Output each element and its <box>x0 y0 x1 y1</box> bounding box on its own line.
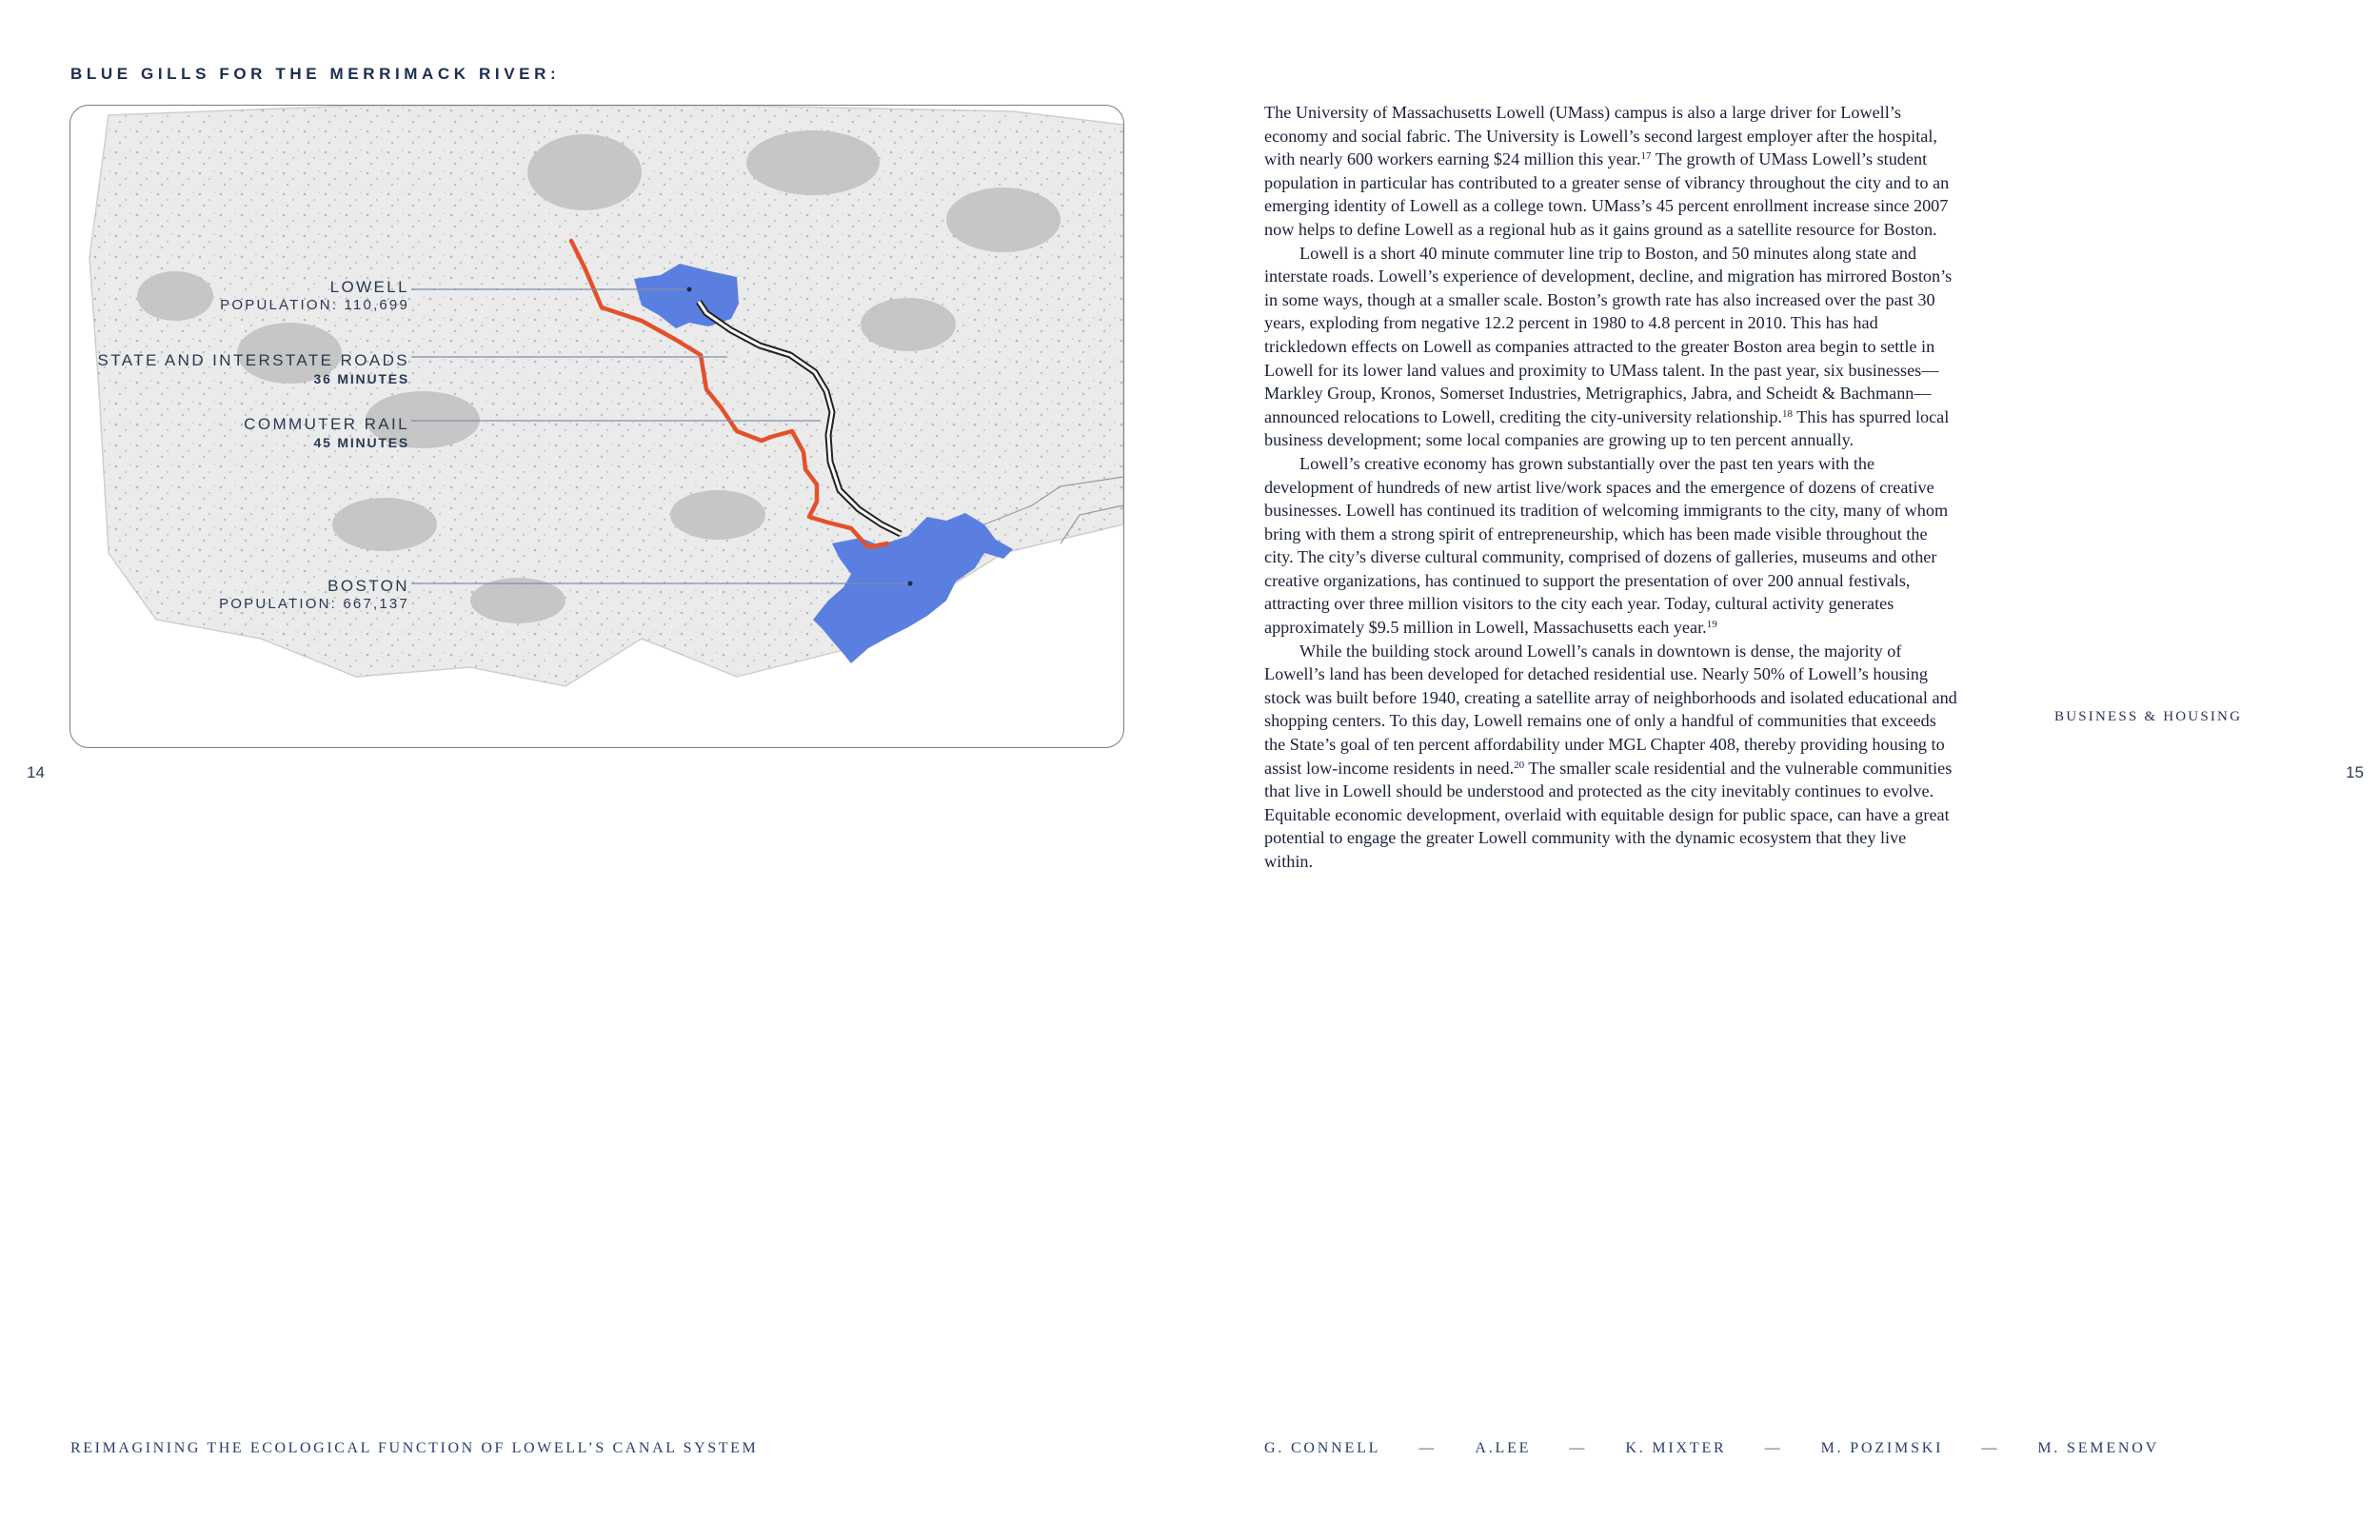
paragraph-1: The University of Massachusetts Lowell (UMass) campus is also a large driver for Lowell’s economy and social fabric. The University is Lowell’s second largest employer after the hospital, with nearly 600 workers earning $24 million this year.$^{17}$ The growth of UMass Lowell’s student population in particular has contributed to a greater sense of vibrancy throughout the city and to an emerging identity of Lowell as a college town. UMass’s 45 percent enrollment increase since 2007 now helps to define Lowell as a regional hub as it gains ground as a satellite resource for Boston. <box>1264 103 1950 239</box>
author-separator: — <box>1569 1440 1588 1456</box>
paragraph-2: Lowell is a short 40 minute commuter line trip to Boston, and 50 minutes along state and interstate roads. Lowell’s experience of development, decline, and migration has mirrored Boston’s in some ways, though at a smaller scale. Boston’s growth rate has also increased over the past 30 years, exploding from negative 12.2 percent in 1980 to 4.8 percent in 2010. This has had trickledown effects on Lowell as companies attracted to the greater Boston area begin to settle in Lowell for its lower land values and proximity to UMass talent. In the past year, six businesses— Markley Group, Kronos, Somerset Industries, Metrigraphics, Jabra, and Scheidt & Bachmann— announced relocations to Lowell, crediting the city-university relationship.$^{18}$ This has spurred local business development; some local companies are growing up to ten percent annually. <box>1264 243 1953 450</box>
author-name: M. POZIMSKI <box>1820 1440 1944 1456</box>
paragraph-4: While the building stock around Lowell’s canals in downtown is dense, the majority of Lowell’s land has been developed for detached residential use. Nearly 50% of Lowell’s housing stock was built before 1940, creating a satellite array of neighborhoods and isolated educational and shopping centers. To this day, Lowell remains one of only a handful of communities that exceeds the State’s goal of ten percent affordability under MGL Chapter 408, thereby providing housing to assist low-income residents in need.$^{20}$ The smaller scale residential and the vulnerable communities that live in Lowell should be understood and protected as the city inevitably continues to evolve. Equitable economic development, overlaid with equitable design for public space, can have a great potential to engage the greater Lowell community with the dynamic ecosystem that they live within. <box>1264 641 1957 871</box>
author-separator: — <box>1418 1440 1438 1456</box>
footnote-ref: 18 <box>1781 407 1793 420</box>
section-title: BLUE GILLS FOR THE MERRIMACK RIVER: <box>70 65 561 83</box>
right-page <box>1190 0 2380 1540</box>
author-separator: — <box>1981 1440 2000 1456</box>
page-number-right: 15 <box>2346 763 2364 781</box>
boston-label: BOSTON POPULATION: 667,137 <box>219 577 409 612</box>
author-name: A.LEE <box>1475 1440 1532 1456</box>
footer-title: REIMAGINING THE ECOLOGICAL FUNCTION OF LOWELL’S CANAL SYSTEM <box>70 1440 759 1456</box>
rail-label: COMMUTER RAIL 45 MINUTES <box>244 415 409 450</box>
author-separator: — <box>1764 1440 1783 1456</box>
lowell-marker <box>687 287 692 292</box>
author-name: G. CONNELL <box>1264 1440 1381 1456</box>
map-graphic <box>70 106 1123 747</box>
body-text <box>1264 101 1957 874</box>
footnote-ref: 19 <box>1706 619 1717 631</box>
author-list <box>1264 1440 2159 1457</box>
lowell-label: LOWELL POPULATION: 110,699 <box>220 278 409 313</box>
footnote-ref: 20 <box>1514 759 1525 771</box>
author-name: K. MIXTER <box>1625 1440 1727 1456</box>
author-name: M. SEMENOV <box>2037 1440 2159 1456</box>
section-side-label: BUSINESS & HOUSING <box>2054 709 2243 724</box>
boston-marker <box>908 582 913 586</box>
page-number-left: 14 <box>27 763 45 781</box>
paragraph-3: Lowell’s creative economy has grown substantially over the past ten years with the development of hundreds of new artist live/work spaces and the emergence of dozens of creative businesses. Lowell has continued its tradition of welcoming immigrants to the city, many of whom bring with them a strong spirit of entrepreneurship, which has been made visible throughout the city. The city’s diverse cultural community, comprised of dozens of galleries, museums and other creative organizations, has continued to support the presentation of over 200 annual festivals, attracting over three million visitors to the city each year. Today, cultural activity generates approximately $9.5 million in Lowell, Massachusetts each year.$^{19}$ <box>1264 453 1949 638</box>
footnote-ref: 17 <box>1640 150 1652 163</box>
regional-map <box>69 105 1124 748</box>
roads-label: STATE AND INTERSTATE ROADS 36 MINUTES <box>97 351 409 386</box>
